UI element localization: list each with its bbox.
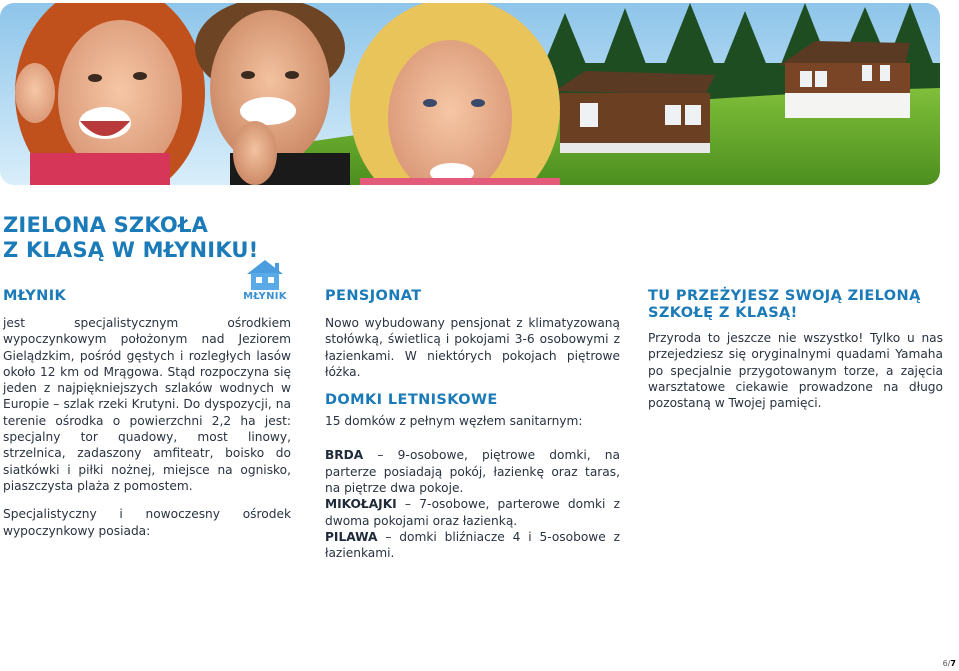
section-title-mlynik: MŁYNIK [3,288,67,304]
girl-left [15,3,205,185]
cabin-type-name: PILAWA [325,529,378,544]
cabin-type-brda [325,447,620,496]
page-number [943,659,956,668]
girl-right [350,3,560,185]
cabin-type-name: MIKOŁAJKI [325,497,397,512]
przygoda-description: Przyroda to jeszcze nie wszystko! Tylko u nas przejedziesz się oryginalnymi quadami Yamaha po specjalnie przygotowanym torze, a zajęcia warsztatowe ciekawie prowadzone na długo pozostaną w Twojej pamięci. [648,331,943,411]
logo-text: MŁYNIK [243,291,287,302]
headline-line-1: ZIELONA SZKOŁA [3,213,209,237]
section-title-pensjonat: PENSJONAT [325,288,422,304]
page-headline [3,213,303,263]
section-title-przygoda: TU PRZEŻYJESZ SWOJĄ ZIELONĄ SZKOŁĘ Z KLASĄ! [648,288,921,321]
cabin-type-desc: – 9-osobowe, piętrowe domki, na parterze posiadają pokój, łazienkę oraz taras, na piętrze dwa pokoje. [325,448,620,496]
column-adventure [648,288,943,411]
cabin-type-pilawa [325,529,620,562]
page-number-separator: / [947,659,951,668]
cabin-left [555,71,715,153]
cabin-type-mikolajki [325,496,620,529]
cabin-type-desc: – domki bliźniacze 4 i 5-osobowe z łazienkami. [325,529,621,561]
hero-photo [0,3,940,185]
page-number-current: 7 [950,659,956,668]
cabin-type-desc: – 7-osobowe, parterowe domki z dwoma pokojami oraz łazienką. [325,497,621,528]
section-title-domki: DOMKI LETNISKOWE [325,392,498,409]
cabin-right [780,41,910,118]
mlynik-facilities-intro: Specjalistyczny i nowoczesny ośrodek wypoczynkowy posiada: [3,507,291,538]
column-accommodation [325,288,620,562]
domki-intro: 15 domków z pełnym węzłem sanitarnym: [325,414,583,429]
mlynik-description: jest specjalistycznym ośrodkiem wypoczynkowym położonym nad Jeziorem Gielądzkim, pośród gęstych i rozległych lasów około 12 km od Mrągowa. Stąd rozpoczyna się jeden z najpiękniejszych szlaków wodnych w Europie – szlak rzeki Krutyni. Do dyspozycji, na terenie ośrodka o powierzchni 2,2 ha jest: specjalny tor quadowy, most linowy, strzelnica, zadaszony amfiteatr, boisko do siatkówki i piłki nożnej, miejsce na ognisko, piaszczysta plaża z pomostem. [3,316,291,493]
house-icon [237,258,293,292]
column-mlynik [3,288,291,539]
headline-line-2: Z KLASĄ W MŁYNIKU! [3,238,259,262]
pensjonat-description: Nowo wybudowany pensjonat z klimatyzowaną stołówką, świetlicą i pokojami 3-6 osobowymi z łazienkami. W niektórych pokojach piętrowe łóżka. [325,316,620,379]
cabin-type-name: BRDA [325,448,364,463]
page-number-prev: 6 [942,659,948,668]
